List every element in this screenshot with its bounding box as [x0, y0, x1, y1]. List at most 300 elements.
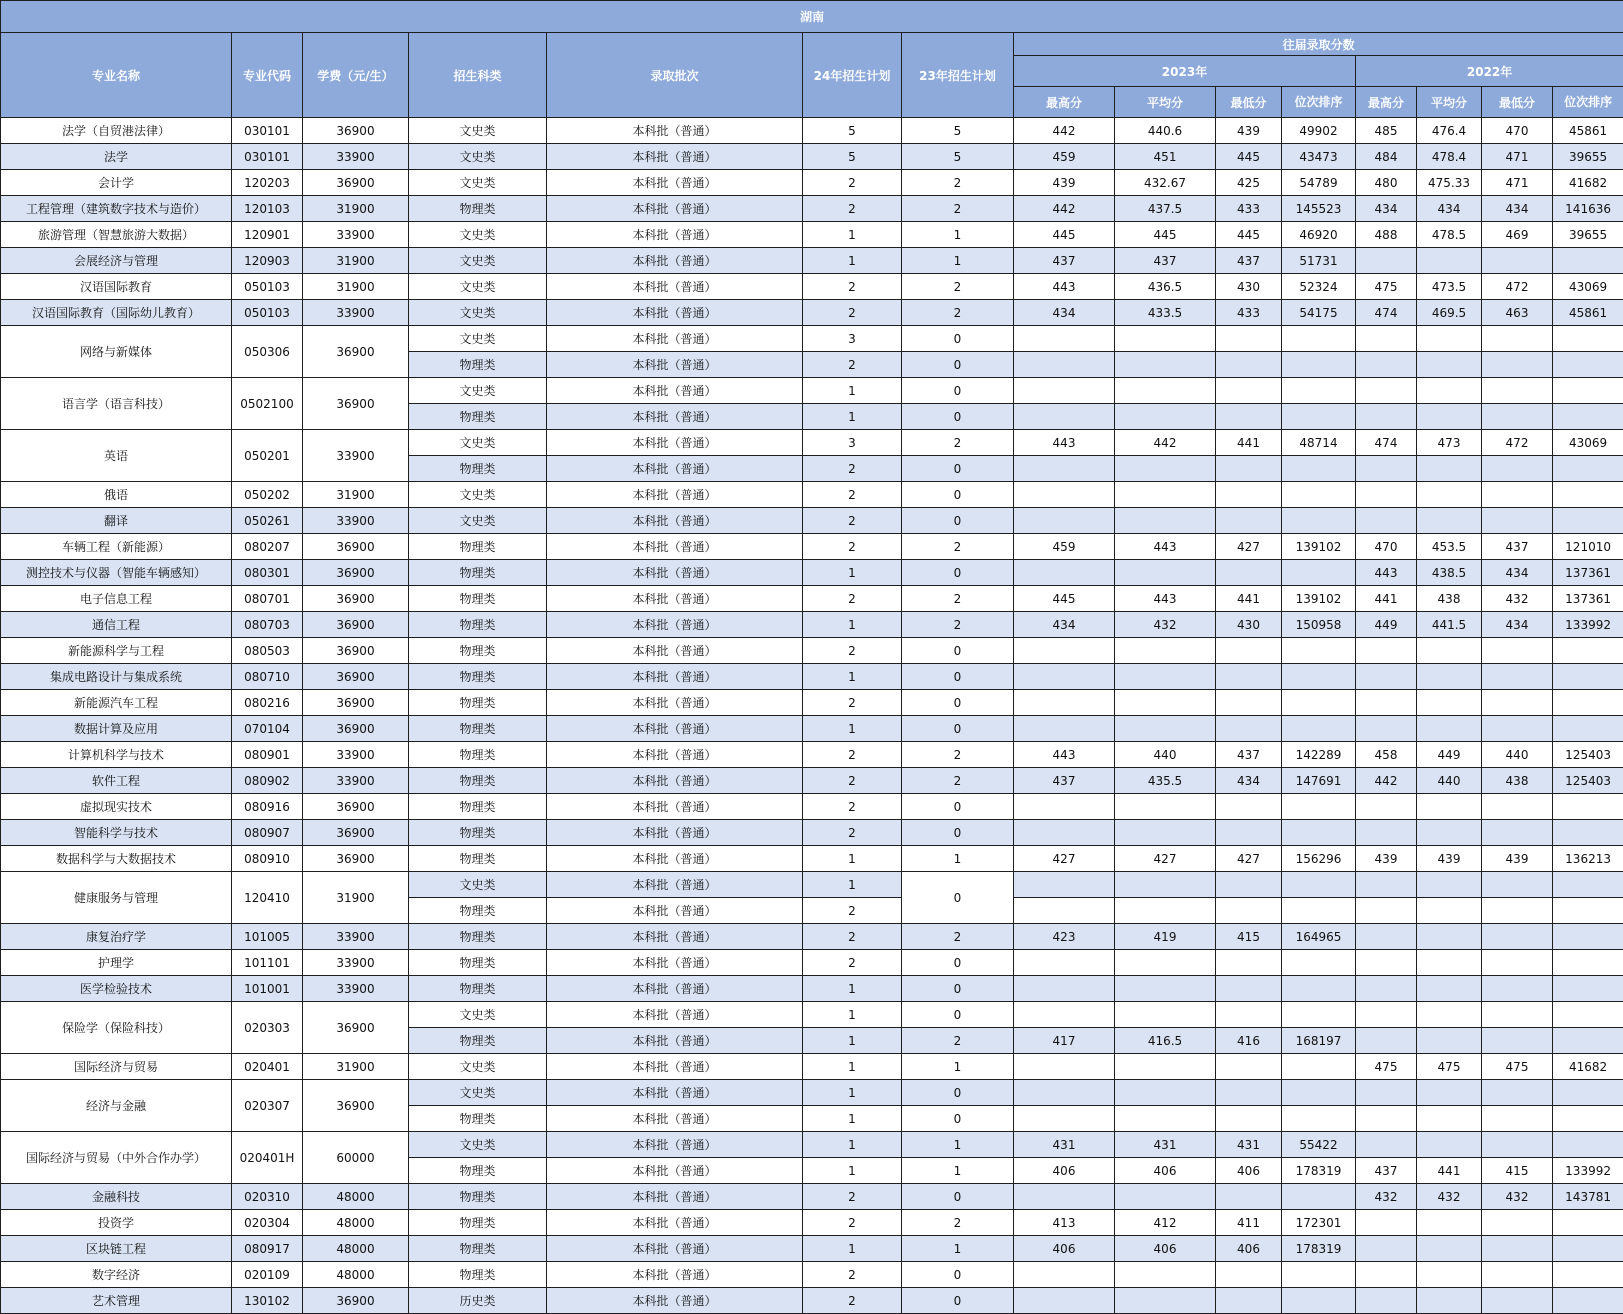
plan-2024-cell: 1	[803, 248, 902, 274]
admission-batch-cell: 本科批（普通）	[547, 144, 803, 170]
plan-2024-cell: 1	[803, 560, 902, 586]
tuition-cell: 36900	[303, 378, 409, 430]
plan-2024-cell: 1	[803, 1236, 902, 1262]
major-code-cell: 120410	[232, 872, 303, 924]
score-2023-min-cell: 445	[1216, 144, 1282, 170]
admission-batch-cell: 本科批（普通）	[547, 1080, 803, 1106]
plan-2023-cell: 0	[902, 482, 1014, 508]
subject-category-cell: 物理类	[409, 664, 547, 690]
score-2023-rank-cell	[1282, 820, 1356, 846]
plan-2024-cell: 2	[803, 742, 902, 768]
score-2023-avg-cell	[1115, 950, 1216, 976]
score-2023-max-cell: 459	[1014, 534, 1115, 560]
subject-category-cell: 物理类	[409, 1210, 547, 1236]
major-code-cell: 080901	[232, 742, 303, 768]
admission-batch-cell: 本科批（普通）	[547, 274, 803, 300]
score-2022-max-cell: 437	[1356, 1158, 1417, 1184]
tuition-cell: 36900	[303, 1002, 409, 1054]
plan-2024-cell: 1	[803, 846, 902, 872]
score-2023-avg-cell	[1115, 378, 1216, 404]
score-2022-avg-cell	[1417, 716, 1482, 742]
admission-batch-cell: 本科批（普通）	[547, 248, 803, 274]
admission-batch-cell: 本科批（普通）	[547, 1158, 803, 1184]
major-name-cell: 国际经济与贸易（中外合作办学）	[1, 1132, 232, 1184]
major-name-cell: 区块链工程	[1, 1236, 232, 1262]
score-2022-avg-cell	[1417, 1106, 1482, 1132]
score-2022-rank-cell	[1553, 352, 1623, 378]
plan-2024-cell: 2	[803, 170, 902, 196]
table-header	[1, 1, 1623, 118]
score-2022-avg-cell	[1417, 664, 1482, 690]
score-2023-min-cell: 431	[1216, 1132, 1282, 1158]
score-2023-avg-cell: 416.5	[1115, 1028, 1216, 1054]
plan-2024-cell: 2	[803, 950, 902, 976]
major-code-cell: 080701	[232, 586, 303, 612]
plan-2023-cell: 0	[902, 872, 1014, 924]
score-2022-min-cell: 469	[1482, 222, 1553, 248]
score-2022-avg-cell	[1417, 378, 1482, 404]
admission-batch-cell: 本科批（普通）	[547, 742, 803, 768]
score-2022-avg-cell: 476.4	[1417, 118, 1482, 144]
score-2022-min-cell	[1482, 456, 1553, 482]
score-2022-avg-cell	[1417, 508, 1482, 534]
tuition-cell: 36900	[303, 1080, 409, 1132]
score-2022-max-cell: 480	[1356, 170, 1417, 196]
table-row	[1, 560, 1623, 586]
score-2023-min-cell	[1216, 794, 1282, 820]
table-row	[1, 846, 1623, 872]
plan-2024-cell: 2	[803, 274, 902, 300]
score-2023-rank-cell: 164965	[1282, 924, 1356, 950]
score-2023-max-cell: 445	[1014, 222, 1115, 248]
score-2023-avg-cell	[1115, 352, 1216, 378]
plan-2023-cell: 2	[902, 430, 1014, 456]
major-name-cell: 投资学	[1, 1210, 232, 1236]
score-2023-max-cell: 434	[1014, 612, 1115, 638]
tuition-cell: 36900	[303, 846, 409, 872]
score-2022-avg-cell: 439	[1417, 846, 1482, 872]
score-2023-max-cell	[1014, 378, 1115, 404]
plan-2023-cell: 0	[902, 664, 1014, 690]
plan-2023-cell: 5	[902, 144, 1014, 170]
major-code-cell: 101001	[232, 976, 303, 1002]
score-2023-min-cell: 406	[1216, 1158, 1282, 1184]
score-2022-min-cell	[1482, 1132, 1553, 1158]
score-2023-rank-cell	[1282, 326, 1356, 352]
score-2023-avg-cell: 412	[1115, 1210, 1216, 1236]
subject-category-cell: 物理类	[409, 690, 547, 716]
subject-category-cell: 历史类	[409, 1288, 547, 1314]
tuition-cell: 31900	[303, 196, 409, 222]
col-2022-max: 最高分	[1356, 87, 1417, 118]
tuition-cell: 31900	[303, 274, 409, 300]
score-2023-max-cell	[1014, 326, 1115, 352]
score-2023-rank-cell	[1282, 404, 1356, 430]
score-2023-rank-cell: 139102	[1282, 534, 1356, 560]
score-2022-rank-cell: 143781	[1553, 1184, 1623, 1210]
table-row	[1, 326, 1623, 352]
score-2023-rank-cell	[1282, 1080, 1356, 1106]
score-2022-min-cell	[1482, 820, 1553, 846]
score-2022-rank-cell: 45861	[1553, 300, 1623, 326]
score-2023-min-cell: 406	[1216, 1236, 1282, 1262]
major-code-cell: 020310	[232, 1184, 303, 1210]
admission-batch-cell: 本科批（普通）	[547, 1002, 803, 1028]
subject-category-cell: 物理类	[409, 976, 547, 1002]
plan-2023-cell: 0	[902, 404, 1014, 430]
tuition-cell: 36900	[303, 690, 409, 716]
plan-2024-cell: 1	[803, 976, 902, 1002]
subject-category-cell: 物理类	[409, 586, 547, 612]
score-2022-max-cell	[1356, 482, 1417, 508]
score-2022-avg-cell: 475.33	[1417, 170, 1482, 196]
admission-batch-cell: 本科批（普通）	[547, 612, 803, 638]
subject-category-cell: 物理类	[409, 1028, 547, 1054]
plan-2023-cell: 0	[902, 820, 1014, 846]
score-2022-avg-cell: 438.5	[1417, 560, 1482, 586]
table-row	[1, 950, 1623, 976]
score-2022-avg-cell: 441.5	[1417, 612, 1482, 638]
score-2022-max-cell: 488	[1356, 222, 1417, 248]
score-2022-min-cell: 438	[1482, 768, 1553, 794]
major-code-cell: 020303	[232, 1002, 303, 1054]
plan-2023-cell: 5	[902, 118, 1014, 144]
score-2023-min-cell	[1216, 404, 1282, 430]
major-name-cell: 工程管理（建筑数字技术与造价）	[1, 196, 232, 222]
score-2022-min-cell	[1482, 1262, 1553, 1288]
score-2022-max-cell	[1356, 1106, 1417, 1132]
score-2022-rank-cell	[1553, 1262, 1623, 1288]
score-2023-avg-cell: 406	[1115, 1158, 1216, 1184]
score-2023-avg-cell	[1115, 456, 1216, 482]
score-2022-max-cell	[1356, 1236, 1417, 1262]
score-2022-avg-cell	[1417, 1210, 1482, 1236]
plan-2024-cell: 2	[803, 924, 902, 950]
score-2023-rank-cell: 150958	[1282, 612, 1356, 638]
tuition-cell: 33900	[303, 924, 409, 950]
admission-batch-cell: 本科批（普通）	[547, 638, 803, 664]
score-2023-min-cell: 433	[1216, 300, 1282, 326]
subject-category-cell: 物理类	[409, 950, 547, 976]
subject-category-cell: 文史类	[409, 144, 547, 170]
score-2023-avg-cell: 442	[1115, 430, 1216, 456]
major-code-cell: 080301	[232, 560, 303, 586]
plan-2023-cell: 2	[902, 924, 1014, 950]
score-2022-max-cell: 434	[1356, 196, 1417, 222]
table-row	[1, 222, 1623, 248]
admission-batch-cell: 本科批（普通）	[547, 1028, 803, 1054]
score-2022-avg-cell	[1417, 248, 1482, 274]
score-2023-max-cell: 431	[1014, 1132, 1115, 1158]
plan-2024-cell: 2	[803, 534, 902, 560]
plan-2023-cell: 1	[902, 1236, 1014, 1262]
subject-category-cell: 文史类	[409, 1002, 547, 1028]
score-2022-max-cell	[1356, 976, 1417, 1002]
score-2023-rank-cell: 147691	[1282, 768, 1356, 794]
score-2023-min-cell: 416	[1216, 1028, 1282, 1054]
score-2022-avg-cell	[1417, 690, 1482, 716]
table-row	[1, 274, 1623, 300]
score-2022-min-cell	[1482, 404, 1553, 430]
plan-2023-cell: 0	[902, 508, 1014, 534]
score-2023-rank-cell	[1282, 508, 1356, 534]
major-code-cell: 020304	[232, 1210, 303, 1236]
score-2022-avg-cell: 438	[1417, 586, 1482, 612]
score-2023-avg-cell: 432	[1115, 612, 1216, 638]
major-code-cell: 050103	[232, 274, 303, 300]
table-row	[1, 144, 1623, 170]
score-2023-avg-cell: 451	[1115, 144, 1216, 170]
major-name-cell: 集成电路设计与集成系统	[1, 664, 232, 690]
score-2023-avg-cell: 440.6	[1115, 118, 1216, 144]
plan-2024-cell: 1	[803, 1106, 902, 1132]
score-2023-max-cell	[1014, 690, 1115, 716]
score-2023-max-cell: 459	[1014, 144, 1115, 170]
major-name-cell: 翻译	[1, 508, 232, 534]
plan-2023-cell: 2	[902, 196, 1014, 222]
table-row	[1, 612, 1623, 638]
subject-category-cell: 物理类	[409, 404, 547, 430]
plan-2024-cell: 2	[803, 482, 902, 508]
plan-2023-cell: 1	[902, 1158, 1014, 1184]
major-code-cell: 0502100	[232, 378, 303, 430]
score-2022-avg-cell: 473	[1417, 430, 1482, 456]
subject-category-cell: 文史类	[409, 430, 547, 456]
subject-category-cell: 物理类	[409, 742, 547, 768]
score-2022-avg-cell	[1417, 898, 1482, 924]
subject-category-cell: 物理类	[409, 1262, 547, 1288]
table-row	[1, 1236, 1623, 1262]
score-2022-min-cell: 432	[1482, 1184, 1553, 1210]
score-2022-max-cell	[1356, 872, 1417, 898]
subject-category-cell: 物理类	[409, 534, 547, 560]
score-2023-min-cell: 415	[1216, 924, 1282, 950]
table-row	[1, 690, 1623, 716]
subject-category-cell: 物理类	[409, 638, 547, 664]
score-2023-avg-cell	[1115, 508, 1216, 534]
score-2022-rank-cell	[1553, 1080, 1623, 1106]
score-2023-min-cell: 437	[1216, 742, 1282, 768]
score-2023-min-cell	[1216, 482, 1282, 508]
score-2023-avg-cell	[1115, 1054, 1216, 1080]
subject-category-cell: 文史类	[409, 118, 547, 144]
score-2023-rank-cell: 49902	[1282, 118, 1356, 144]
score-2022-max-cell	[1356, 1262, 1417, 1288]
tuition-cell: 36900	[303, 1288, 409, 1314]
major-name-cell: 会展经济与管理	[1, 248, 232, 274]
plan-2024-cell: 3	[803, 430, 902, 456]
score-2023-max-cell	[1014, 456, 1115, 482]
score-2022-rank-cell	[1553, 794, 1623, 820]
score-2022-min-cell: 471	[1482, 170, 1553, 196]
score-2022-avg-cell	[1417, 1236, 1482, 1262]
score-2022-avg-cell	[1417, 950, 1482, 976]
plan-2024-cell: 5	[803, 144, 902, 170]
admission-batch-cell: 本科批（普通）	[547, 170, 803, 196]
col-group-2022: 2022年	[1356, 56, 1623, 87]
subject-category-cell: 文史类	[409, 872, 547, 898]
major-code-cell: 050202	[232, 482, 303, 508]
score-2022-min-cell: 434	[1482, 560, 1553, 586]
score-2023-rank-cell	[1282, 1054, 1356, 1080]
score-2023-max-cell	[1014, 1002, 1115, 1028]
score-2022-max-cell	[1356, 352, 1417, 378]
score-2022-max-cell: 474	[1356, 300, 1417, 326]
plan-2023-cell: 0	[902, 456, 1014, 482]
score-2022-max-cell	[1356, 1028, 1417, 1054]
subject-category-cell: 文史类	[409, 274, 547, 300]
major-name-cell: 健康服务与管理	[1, 872, 232, 924]
tuition-cell: 33900	[303, 222, 409, 248]
score-2023-min-cell	[1216, 872, 1282, 898]
score-2023-avg-cell	[1115, 976, 1216, 1002]
score-2022-avg-cell: 453.5	[1417, 534, 1482, 560]
score-2023-avg-cell	[1115, 898, 1216, 924]
score-2023-rank-cell: 139102	[1282, 586, 1356, 612]
score-2023-min-cell	[1216, 352, 1282, 378]
plan-2023-cell: 2	[902, 742, 1014, 768]
admission-batch-cell: 本科批（普通）	[547, 430, 803, 456]
score-2022-rank-cell	[1553, 508, 1623, 534]
score-2022-min-cell: 434	[1482, 196, 1553, 222]
subject-category-cell: 物理类	[409, 1236, 547, 1262]
score-2022-rank-cell: 133992	[1553, 1158, 1623, 1184]
admission-batch-cell: 本科批（普通）	[547, 1236, 803, 1262]
score-2022-avg-cell: 432	[1417, 1184, 1482, 1210]
score-2022-rank-cell	[1553, 248, 1623, 274]
score-2022-max-cell	[1356, 1002, 1417, 1028]
subject-category-cell: 文史类	[409, 248, 547, 274]
tuition-cell: 36900	[303, 560, 409, 586]
score-2023-max-cell	[1014, 794, 1115, 820]
tuition-cell: 33900	[303, 430, 409, 482]
score-2023-max-cell: 434	[1014, 300, 1115, 326]
table-row	[1, 1080, 1623, 1106]
plan-2023-cell: 2	[902, 612, 1014, 638]
table-row	[1, 378, 1623, 404]
score-2022-avg-cell	[1417, 872, 1482, 898]
subject-category-cell: 物理类	[409, 1184, 547, 1210]
score-2023-max-cell: 442	[1014, 118, 1115, 144]
major-code-cell: 120103	[232, 196, 303, 222]
score-2023-avg-cell	[1115, 1184, 1216, 1210]
score-2023-max-cell: 437	[1014, 248, 1115, 274]
admission-batch-cell: 本科批（普通）	[547, 1288, 803, 1314]
plan-2024-cell: 1	[803, 1054, 902, 1080]
table-row	[1, 300, 1623, 326]
plan-2024-cell: 2	[803, 1184, 902, 1210]
score-2023-min-cell	[1216, 950, 1282, 976]
score-2022-max-cell: 458	[1356, 742, 1417, 768]
admission-batch-cell: 本科批（普通）	[547, 378, 803, 404]
major-name-cell: 数字经济	[1, 1262, 232, 1288]
score-2022-rank-cell	[1553, 1288, 1623, 1314]
score-2022-min-cell	[1482, 326, 1553, 352]
score-2022-avg-cell	[1417, 482, 1482, 508]
score-2022-rank-cell: 41682	[1553, 1054, 1623, 1080]
score-2022-avg-cell	[1417, 794, 1482, 820]
subject-category-cell: 物理类	[409, 456, 547, 482]
col-major-code: 专业代码	[232, 33, 303, 118]
score-2023-min-cell: 434	[1216, 768, 1282, 794]
score-2023-min-cell	[1216, 508, 1282, 534]
score-2022-min-cell	[1482, 976, 1553, 1002]
subject-category-cell: 物理类	[409, 846, 547, 872]
subject-category-cell: 物理类	[409, 768, 547, 794]
score-2022-rank-cell: 41682	[1553, 170, 1623, 196]
score-2022-max-cell: 443	[1356, 560, 1417, 586]
major-name-cell: 软件工程	[1, 768, 232, 794]
score-2023-avg-cell: 432.67	[1115, 170, 1216, 196]
tuition-cell: 48000	[303, 1236, 409, 1262]
score-2023-max-cell	[1014, 950, 1115, 976]
score-2023-max-cell	[1014, 820, 1115, 846]
tuition-cell: 31900	[303, 248, 409, 274]
col-2022-avg: 平均分	[1417, 87, 1482, 118]
subject-category-cell: 物理类	[409, 820, 547, 846]
score-2023-max-cell	[1014, 560, 1115, 586]
table-body	[1, 118, 1623, 1314]
score-2022-rank-cell	[1553, 456, 1623, 482]
score-2022-min-cell	[1482, 794, 1553, 820]
score-2022-max-cell	[1356, 690, 1417, 716]
plan-2024-cell: 2	[803, 456, 902, 482]
col-2022-min: 最低分	[1482, 87, 1553, 118]
score-2023-min-cell: 411	[1216, 1210, 1282, 1236]
subject-category-cell: 物理类	[409, 898, 547, 924]
score-2022-max-cell	[1356, 1080, 1417, 1106]
score-2022-min-cell	[1482, 1080, 1553, 1106]
plan-2023-cell: 1	[902, 1132, 1014, 1158]
score-2023-min-cell	[1216, 560, 1282, 586]
score-2022-max-cell	[1356, 456, 1417, 482]
plan-2024-cell: 2	[803, 820, 902, 846]
plan-2024-cell: 2	[803, 508, 902, 534]
score-2023-min-cell: 441	[1216, 430, 1282, 456]
major-code-cell: 080207	[232, 534, 303, 560]
plan-2024-cell: 2	[803, 1210, 902, 1236]
score-2023-avg-cell	[1115, 716, 1216, 742]
table-row	[1, 820, 1623, 846]
admission-batch-cell: 本科批（普通）	[547, 1106, 803, 1132]
score-2022-rank-cell	[1553, 690, 1623, 716]
score-2022-rank-cell	[1553, 1106, 1623, 1132]
score-2022-rank-cell: 43069	[1553, 274, 1623, 300]
score-2022-min-cell	[1482, 664, 1553, 690]
score-2023-max-cell	[1014, 1184, 1115, 1210]
score-2022-min-cell: 440	[1482, 742, 1553, 768]
major-name-cell: 数据科学与大数据技术	[1, 846, 232, 872]
subject-category-cell: 文史类	[409, 1080, 547, 1106]
score-2022-rank-cell	[1553, 326, 1623, 352]
table-row	[1, 716, 1623, 742]
tuition-cell: 36900	[303, 326, 409, 378]
score-2022-max-cell: 474	[1356, 430, 1417, 456]
score-2023-rank-cell: 145523	[1282, 196, 1356, 222]
tuition-cell: 33900	[303, 508, 409, 534]
score-2023-avg-cell	[1115, 326, 1216, 352]
major-name-cell: 英语	[1, 430, 232, 482]
score-2023-avg-cell: 406	[1115, 1236, 1216, 1262]
score-2022-min-cell	[1482, 1288, 1553, 1314]
plan-2023-cell: 1	[902, 846, 1014, 872]
score-2022-avg-cell	[1417, 404, 1482, 430]
score-2023-max-cell	[1014, 1054, 1115, 1080]
major-code-cell: 130102	[232, 1288, 303, 1314]
admission-batch-cell: 本科批（普通）	[547, 872, 803, 898]
score-2023-avg-cell: 440	[1115, 742, 1216, 768]
table-row	[1, 1288, 1623, 1314]
